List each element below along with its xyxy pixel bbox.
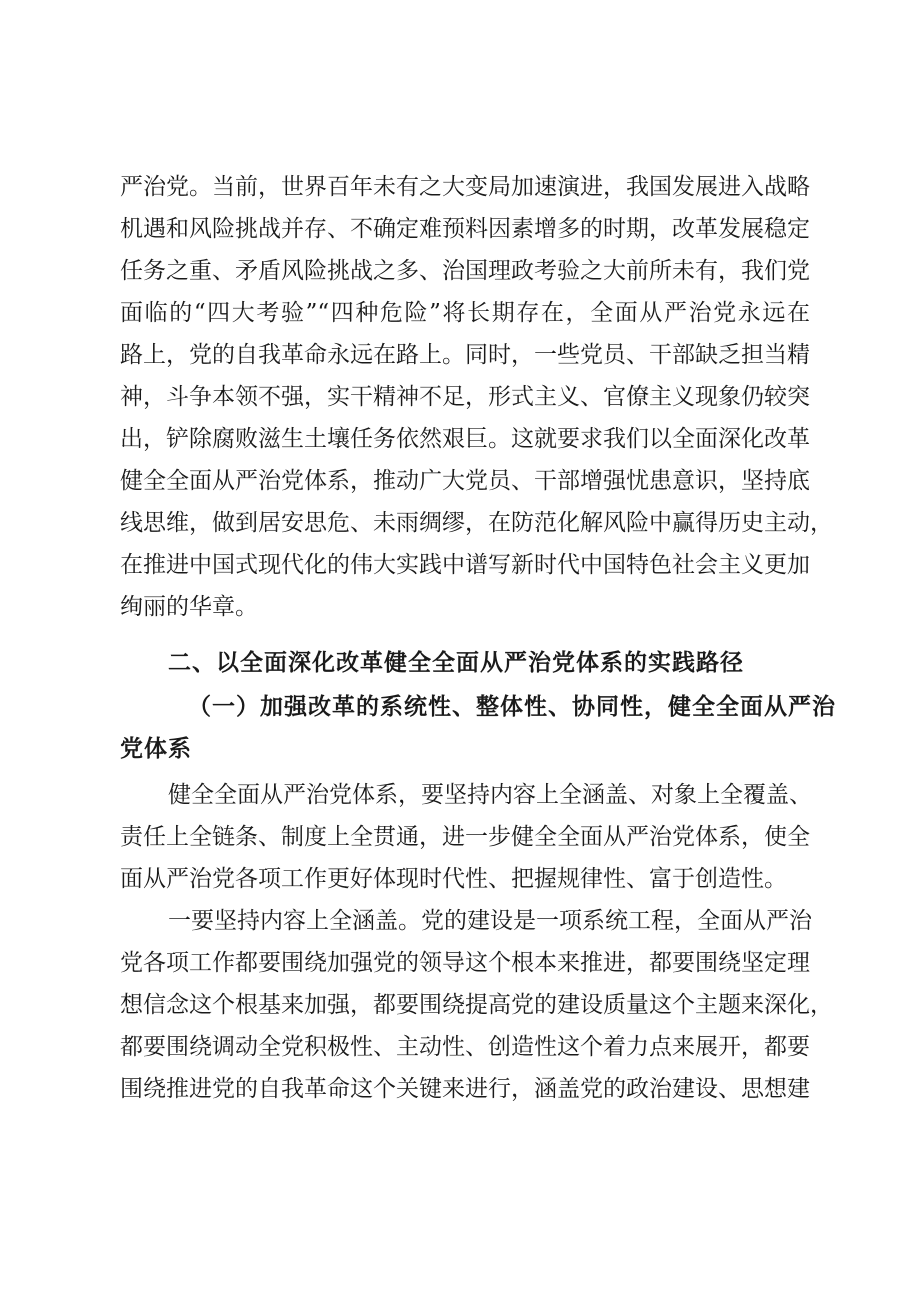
section-heading: 二、以全面深化改革健全全面从严治党体系的实践路径 xyxy=(168,649,744,676)
body-text-line: 线思维，做到居安思危、未雨绸缪，在防范化解风险中赢得历史主动， xyxy=(120,510,833,536)
subsection-heading-continued: 党体系 xyxy=(120,735,192,762)
body-text-line: 都要围绕调动全党积极性、主动性、创造性这个着力点来展开，都要 xyxy=(120,1034,810,1060)
paragraph-first-line: 健全全面从严治党体系，要坚持内容上全涵盖、对象上全覆盖、 xyxy=(168,782,812,808)
body-text-line: 机遇和风险挑战并存、不确定难预料因素增多的时期，改革发展稳定 xyxy=(120,216,810,242)
body-text-line: 出，铲除腐败滋生土壤任务依然艰巨。这就要求我们以全面深化改革 xyxy=(120,426,810,452)
body-text-line: 路上，党的自我革命永远在路上。同时，一些党员、干部缺乏担当精 xyxy=(120,342,810,368)
body-text-line: 神，斗争本领不强，实干精神不足，形式主义、官僚主义现象仍较突 xyxy=(120,384,810,410)
body-text-line: 健全全面从严治党体系，推动广大党员、干部增强忧患意识，坚持底 xyxy=(120,468,810,494)
body-text-line: 党各项工作都要围绕加强党的领导这个根本来推进，都要围绕坚定理 xyxy=(120,950,810,976)
body-text-line: 面从严治党各项工作更好体现时代性、把握规律性、富于创造性。 xyxy=(120,866,787,892)
body-text-line: 围绕推进党的自我革命这个关键来进行，涵盖党的政治建设、思想建 xyxy=(120,1076,810,1102)
body-text-line: 绚丽的华章。 xyxy=(120,594,258,620)
body-text-line: 想信念这个根基来加强，都要围绕提高党的建设质量这个主题来深化， xyxy=(120,992,833,1018)
body-text-line: 在推进中国式现代化的伟大实践中谱写新时代中国特色社会主义更加 xyxy=(120,552,810,578)
body-text-line: 任务之重、矛盾风险挑战之多、治国理政考验之大前所未有，我们党 xyxy=(120,258,810,284)
body-text-line: 责任上全链条、制度上全贯通，进一步健全全面从严治党体系，使全 xyxy=(120,824,810,850)
body-text-line: 严治党。当前，世界百年未有之大变局加速演进，我国发展进入战略 xyxy=(120,174,810,200)
subsection-heading: （一）加强改革的系统性、整体性、协同性，健全全面从严治 xyxy=(188,693,836,720)
body-text-line: 面临的“四大考验”“四种危险”将长期存在，全面从严治党永远在 xyxy=(120,300,810,326)
paragraph-first-line: 一要坚持内容上全涵盖。党的建设是一项系统工程，全面从严治 xyxy=(168,908,812,934)
